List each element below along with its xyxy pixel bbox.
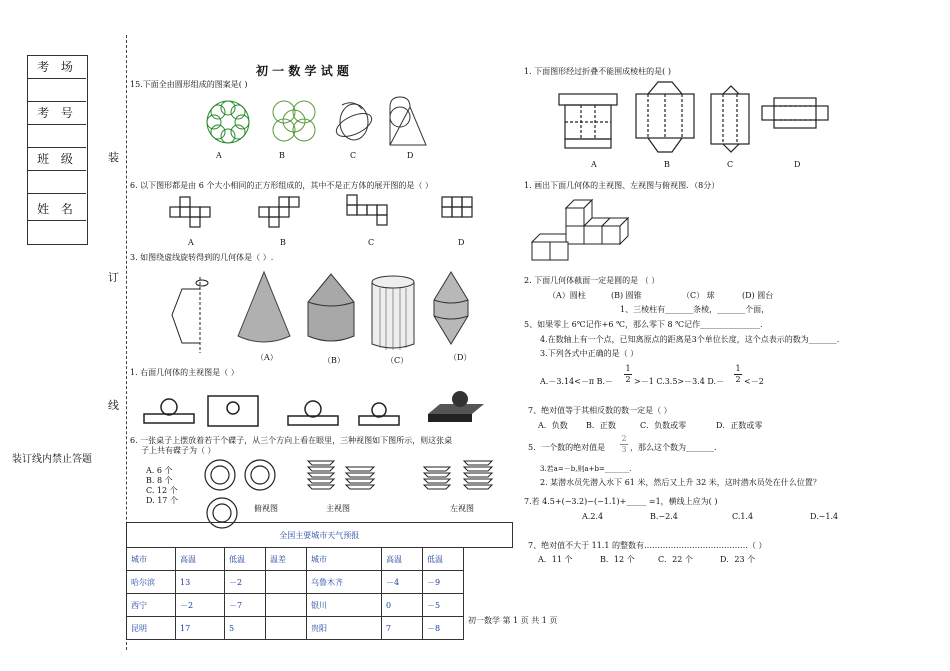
question-3: 3. 如图绕虚线旋转得到的几何体是（ ）. — [130, 253, 274, 262]
q6-net-b — [257, 196, 307, 236]
r3-option-a[interactable]: （A）圆柱 — [548, 291, 586, 300]
q6b-option-b[interactable]: B. 8 个 — [146, 476, 173, 485]
info-label-name: 姓 名 — [28, 198, 86, 221]
r5b-fraction-num: 2 — [621, 434, 627, 443]
table-row — [127, 594, 513, 617]
q6-net-a — [168, 196, 218, 236]
table-row — [127, 571, 513, 594]
r7b-option-a[interactable]: A.2.4 — [582, 512, 604, 521]
q15-option-a[interactable]: A — [216, 151, 222, 160]
table-spacer-cell — [464, 594, 513, 617]
table-cell: 贵阳 — [307, 617, 382, 640]
temp-diff-cell[interactable] — [266, 594, 307, 617]
page-title: 初 一 数 学 试 题 — [256, 64, 349, 78]
table-cell: －2 — [176, 594, 225, 617]
table-cell: －4 — [382, 571, 423, 594]
binding-warning: 装订线内禁止答题 — [12, 454, 92, 465]
r3c-fraction-1-den: 2 — [625, 375, 631, 384]
r7b-option-b[interactable]: B.−2.4 — [650, 512, 678, 521]
r1-option-a[interactable]: A — [591, 160, 597, 169]
table-cell: 乌鲁木齐 — [307, 571, 382, 594]
r3c-fraction-2-den: 2 — [735, 375, 741, 384]
r7c-option-a[interactable]: A．11 个 — [538, 555, 573, 564]
r5b-fraction-den: 3 — [621, 445, 627, 454]
q15-option-d[interactable]: D — [407, 151, 414, 160]
q6-option-d[interactable]: D — [458, 238, 465, 247]
r5b-text-a: 5．一个数的绝对值是 — [528, 443, 606, 452]
info-label-class: 班 级 — [28, 148, 86, 171]
q1-option-d — [357, 400, 403, 432]
column-header: 低温 — [225, 548, 266, 571]
question-6b-line2: 子上共有碟子为（ ） — [141, 446, 216, 455]
weather-table — [126, 522, 513, 640]
r3-option-d[interactable]: (D) 圆台 — [742, 291, 774, 300]
table-spacer-cell — [464, 571, 513, 594]
table-cell: 0 — [382, 594, 423, 617]
info-label-exam-room: 考 场 — [28, 56, 86, 79]
q3-rotation-figure — [168, 275, 208, 355]
q6b-option-d[interactable]: D. 17 个 — [146, 496, 178, 505]
q15-option-c[interactable]: C — [350, 151, 357, 160]
info-label-exam-number: 考 号 — [28, 102, 86, 125]
r1-option-b[interactable]: B — [664, 160, 670, 169]
right-question-draw-views: 1. 画出下面几何体的主视图、左视图与俯视图．（8分） — [524, 181, 720, 190]
weather-table-title: 全国主要城市天气预报 — [127, 523, 513, 548]
r7-option-a[interactable]: A．负数 — [538, 421, 568, 430]
q6b-option-c[interactable]: C. 12 个 — [146, 486, 178, 495]
binding-char-ding: 订 — [108, 271, 119, 284]
r7-option-d[interactable]: D．正数或零 — [716, 421, 763, 430]
q15-figure-c — [334, 97, 374, 147]
info-field-class[interactable] — [28, 171, 86, 194]
r3c-options-part-a: A.－3.14<－π B.－ — [540, 377, 614, 386]
q3-option-d[interactable]: （D） — [449, 353, 472, 362]
table-spacer-cell — [464, 548, 513, 571]
r3c-options-part-b: >－1 C.3.5>－3.4 D.－ — [634, 377, 725, 386]
r1-net-b — [634, 80, 698, 156]
temp-diff-cell[interactable] — [266, 617, 307, 640]
question-1-front-view: 1. 右面几何体的主视图是（ ） — [130, 368, 239, 377]
q1-option-c — [286, 398, 342, 430]
q3-option-a-cone — [236, 270, 292, 350]
temp-diff-cell[interactable] — [266, 571, 307, 594]
q15-figure-a — [203, 97, 253, 147]
table-cell: 西宁 — [127, 594, 176, 617]
r3-option-b[interactable]: (B) 圆锥 — [611, 291, 642, 300]
q6b-left-view — [420, 459, 500, 505]
view-label-left: 左视图 — [450, 504, 474, 513]
q6b-option-a[interactable]: A. 6 个 — [146, 466, 173, 475]
table-cell: 7 — [382, 617, 423, 640]
column-header: 低温 — [423, 548, 464, 571]
page-footer: 初一数学 第 1 页 共 1 页 — [468, 616, 558, 625]
right-question-blank-sum: 7.若 4.5+(−3.2)−(−1.1)+_____ =1，横线上应为( ) — [524, 497, 718, 506]
question-15: 15.下面全由圆形组成的图案是( ) — [130, 80, 248, 89]
question-6b-line1: 6. 一张桌子上摆放着若干个碟子，从三个方向上看在眼里，三种视图如下图所示，则这张桌 — [130, 436, 453, 445]
table-cell: －8 — [423, 617, 464, 640]
table-cell: －5 — [423, 594, 464, 617]
view-label-top: 俯视图 — [254, 504, 278, 513]
q6b-front-view — [304, 459, 384, 505]
binding-char-zhuang: 装 — [108, 151, 119, 164]
r3c-options-part-c: <－2 — [744, 377, 764, 386]
column-header: 温差 — [266, 548, 307, 571]
q3-option-b-cylinder-cone — [306, 272, 356, 352]
r3-option-c[interactable]: （C） 球 — [682, 291, 715, 300]
right-question-1: 1. 下面图形经过折叠不能围成棱柱的是( ) — [524, 67, 671, 76]
table-cell: －2 — [225, 571, 266, 594]
table-cell: 13 — [176, 571, 225, 594]
q1-option-b — [206, 394, 262, 430]
q6-option-a[interactable]: A — [188, 238, 194, 247]
info-field-exam-number[interactable] — [28, 125, 86, 148]
r1-net-d — [760, 96, 832, 132]
r7-option-b[interactable]: B．正数 — [586, 421, 616, 430]
r7c-option-d[interactable]: D．23 个 — [720, 555, 756, 564]
q3-option-d-double-cone — [432, 270, 470, 350]
right-question-absolute-opposite: 7、绝对值等于其相反数的数一定是（ ） — [528, 406, 672, 415]
q3-option-c-cylinder — [370, 274, 416, 354]
table-cell: 银川 — [307, 594, 382, 617]
column-header: 高温 — [382, 548, 423, 571]
r1-option-c[interactable]: C — [727, 160, 734, 169]
view-label-front: 主视图 — [326, 504, 350, 513]
r2-cube-figure — [528, 198, 638, 264]
q3-option-b[interactable]: （B） — [323, 356, 345, 365]
table-cell: 5 — [225, 617, 266, 640]
q1-front-label: 正面 — [452, 421, 468, 431]
table-cell: 昆明 — [127, 617, 176, 640]
r7c-option-c[interactable]: C．22 个 — [658, 555, 693, 564]
r7b-option-d[interactable]: D.−1.4 — [810, 512, 839, 521]
r1-net-a — [557, 92, 621, 152]
right-question-integer-count: 7、绝对值不大于 11.1 的整数有…………………………………（ ） — [528, 541, 767, 550]
right-question-temperature: 5、如果零上 6℃记作+6 ℃，那么零下 8 ℃记作_______________. — [524, 320, 763, 329]
right-question-cross-section: 2. 下面几何体截面一定是圆的是 （ ） — [524, 276, 660, 285]
table-header-row — [127, 548, 513, 571]
r1-option-d[interactable]: D — [794, 160, 801, 169]
info-field-exam-room[interactable] — [28, 79, 86, 102]
q15-option-b[interactable]: B — [279, 151, 285, 160]
right-question-inequalities: 3.下列各式中正确的是（ ） — [540, 349, 639, 358]
table-cell: 哈尔滨 — [127, 571, 176, 594]
q6-net-c — [345, 193, 400, 233]
right-question-number-line: 4.在数轴上有一个点，已知离原点的距离是3个单位长度，这个点表示的数为_______. — [540, 335, 840, 344]
r7b-option-c[interactable]: C.1.4 — [732, 512, 754, 521]
q6b-top-view — [202, 458, 282, 530]
table-cell: 17 — [176, 617, 225, 640]
info-field-name[interactable] — [28, 221, 86, 242]
q1-option-a — [142, 396, 198, 428]
r1-net-c — [709, 84, 753, 156]
q6-option-c[interactable]: C — [368, 238, 375, 247]
column-header: 城市 — [127, 548, 176, 571]
column-header: 城市 — [307, 548, 382, 571]
table-cell: －7 — [225, 594, 266, 617]
table-cell: －9 — [423, 571, 464, 594]
r7-option-c[interactable]: C．负数或零 — [640, 421, 687, 430]
table-row — [127, 617, 513, 640]
q15-figure-b — [264, 97, 326, 147]
r3c-fraction-2 — [734, 364, 742, 385]
binding-char-xian: 线 — [108, 399, 119, 412]
right-question-sum-zero: 3.若a=－b,则a+b=_______. — [540, 465, 632, 473]
r5b-fraction — [620, 434, 628, 455]
right-question-diver: 2. 某潜水员先潜入水下 61 米，然后又上升 32 米，这时潜水员处在什么位置？ — [540, 478, 821, 487]
q3-option-c[interactable]: （C） — [386, 356, 409, 365]
r3c-fraction-1 — [624, 364, 632, 385]
q15-figure-d — [388, 95, 428, 147]
r7c-option-b[interactable]: B．12 个 — [600, 555, 635, 564]
right-question-prism-edges: 1、三棱柱有_______条棱，_______个面， — [620, 305, 770, 314]
q3-option-a[interactable]: （A） — [256, 353, 278, 362]
r3c-fraction-1-num: 1 — [625, 364, 631, 373]
q6-option-b[interactable]: B — [280, 238, 286, 247]
r3c-fraction-2-num: 1 — [735, 364, 741, 373]
r5b-text-b: ，那么这个数为_______. — [630, 443, 717, 452]
column-header: 高温 — [176, 548, 225, 571]
question-6: 6. 以下图形都是由 6 个大小相同的正方形组成的，其中不是正方体的展开图的是（ ） — [130, 181, 433, 190]
q6-net-d — [440, 196, 490, 236]
